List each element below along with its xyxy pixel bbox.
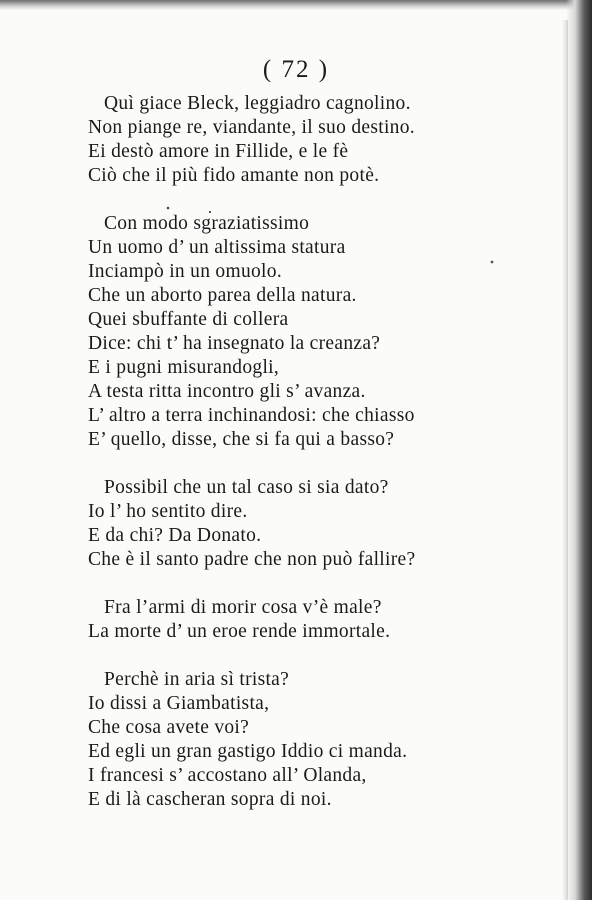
stanza-4 bbox=[88, 596, 548, 644]
stanza-1 bbox=[88, 92, 548, 188]
poem-line: Perchè in aria sì trista? bbox=[104, 669, 290, 690]
poem-line: E i pugni misurandogli, bbox=[88, 357, 280, 378]
poem-line: Un uomo d’ un altissima statura bbox=[88, 237, 346, 258]
poem-line: E di là cascheran sopra di noi. bbox=[88, 789, 332, 810]
page-number: ( 72 ) bbox=[262, 56, 330, 83]
poem-line: Io dissi a Giambatista, bbox=[88, 693, 270, 714]
stanza-2 bbox=[88, 212, 548, 452]
poem-line: Che è il santo padre che non può fallire? bbox=[88, 549, 416, 570]
poem-line: Dice: chi t’ ha insegnato la creanza? bbox=[88, 333, 381, 354]
poem-line: Possibil che un tal caso si sia dato? bbox=[104, 477, 389, 498]
poem-line: Ciò che il più fido amante non potè. bbox=[88, 165, 380, 186]
poem-line: Che cosa avete voi? bbox=[88, 717, 250, 738]
poem-line: Io l’ ho sentito dire. bbox=[88, 501, 248, 522]
page-binding-edge bbox=[566, 0, 592, 900]
poem-line: Ei destò amore in Fillide, e le fè bbox=[88, 141, 349, 162]
poem-line: Inciampò in un omuolo. bbox=[88, 261, 282, 282]
poem-line: Con modo sgraziatissimo bbox=[104, 213, 310, 234]
poem-line: E da chi? Da Donato. bbox=[88, 525, 262, 546]
poem-line: Quì giace Bleck, leggiadro cagnolino. bbox=[104, 93, 411, 114]
poem-line: Ed egli un gran gastigo Iddio ci manda. bbox=[88, 741, 408, 762]
poem-line: Quei sbuffante di collera bbox=[88, 309, 289, 330]
page-top-edge bbox=[0, 0, 592, 10]
poem-line: Non piange re, viandante, il suo destino. bbox=[88, 117, 415, 138]
poem-line: La morte d’ un eroe rende immortale. bbox=[88, 621, 391, 642]
poem-line: E’ quello, disse, che si fa qui a basso? bbox=[88, 429, 395, 450]
poem-text bbox=[88, 92, 548, 812]
poem-line: Che un aborto parea della natura. bbox=[88, 285, 357, 306]
poem-line: L’ altro a terra inchinandosi: che chiasso bbox=[88, 405, 415, 426]
poem-line: Fra l’armi di morir cosa v’è male? bbox=[104, 597, 382, 618]
page-gutter-shadow bbox=[562, 20, 568, 900]
stanza-3 bbox=[88, 476, 548, 572]
poem-line: I francesi s’ accostano all’ Olanda, bbox=[88, 765, 367, 786]
poem-line: A testa ritta incontro gli s’ avanza. bbox=[88, 381, 366, 402]
stanza-5 bbox=[88, 668, 548, 812]
